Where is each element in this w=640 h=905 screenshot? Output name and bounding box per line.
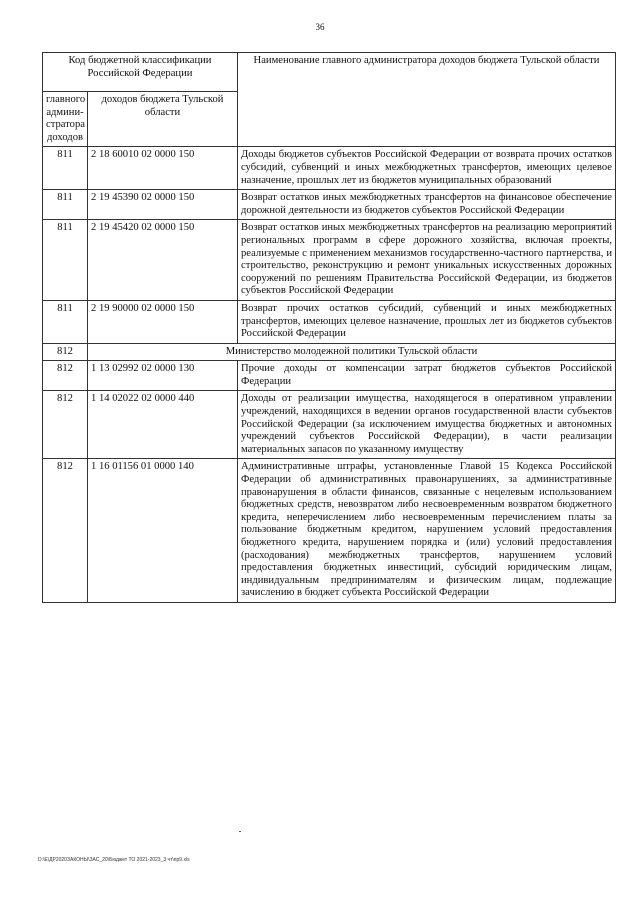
revenue-name-cell: Административные штрафы, установленные Главой 15 Кодекса Российской Федерации об административных правонарушениях, за административные правонарушения в области финансов, связанные с нецелевым использованием бюджетных средств, невозвратом либо несвоевременным возвратом бюджетного кредита, неперечислением либо несвоевременным перечислением платы за пользование бюджетным кредитом, нарушением условий предоставления бюджетного кредита, нарушением порядка и (или) условий предоставления (расходования) межбюджетных трансфертов, нарушением условий предоставления бюджетных инвестиций, субсидий юридическим лицам, индивидуальным предпринимателям и физическим лицам, подлежащие зачислению в бюджет субъекта Российской Федерации xyxy=(238,459,616,603)
table-header-row xyxy=(43,53,616,92)
header-admin-code: главного админи-стратора доходов xyxy=(43,92,88,147)
page-number: 36 xyxy=(315,22,325,32)
table-row xyxy=(43,300,616,343)
revenue-code-cell: 1 13 02992 02 0000 130 xyxy=(88,361,238,391)
admin-code-cell: 812 xyxy=(43,391,88,459)
revenue-table xyxy=(42,52,616,603)
header-code-group: Код бюджетной классификации Российской Федерации xyxy=(43,53,238,92)
admin-code-cell: 812 xyxy=(43,459,88,603)
admin-code-cell: 811 xyxy=(43,300,88,343)
revenue-name-cell: Возврат прочих остатков субсидий, субвенций и иных межбюджетных трансфертов, имеющих целевое назначение, прошлых лет из бюджетов субъектов Российской Федерации xyxy=(238,300,616,343)
revenue-code-cell: 2 19 45390 02 0000 150 xyxy=(88,190,238,220)
revenue-name-cell: Доходы от реализации имущества, находящегося в оперативном управлении учреждений, находящихся в ведении органов государственной власти субъектов Российской Федерации (за исключением имущества бюджетных и автономных учреждений субъектов Российской Федерации), в части реализации материальных запасов по указанному имуществу xyxy=(238,391,616,459)
admin-code-cell: 811 xyxy=(43,190,88,220)
section-title: Министерство молодежной политики Тульской области xyxy=(88,343,616,361)
table-row xyxy=(43,459,616,603)
table-row xyxy=(43,147,616,190)
revenue-code-cell: 2 19 45420 02 0000 150 xyxy=(88,220,238,301)
table-row xyxy=(43,361,616,391)
revenue-name-cell: Возврат остатков иных межбюджетных трансфертов на финансовое обеспечение дорожной деятельности из бюджетов субъектов Российской Федерации xyxy=(238,190,616,220)
revenue-name-cell: Прочие доходы от компенсации затрат бюджетов субъектов Российской Федерации xyxy=(238,361,616,391)
section-row xyxy=(43,343,616,361)
admin-code-cell: 812 xyxy=(43,361,88,391)
header-revenue-code: доходов бюджета Тульской области xyxy=(88,92,238,147)
admin-code-cell: 811 xyxy=(43,147,88,190)
revenue-name-cell: Доходы бюджетов субъектов Российской Федерации от возврата прочих остатков субсидий, субвенций и иных межбюджетных трансфертов, имеющих целевое назначение, прошлых лет из бюджетов муниципальных образований xyxy=(238,147,616,190)
revenue-code-cell: 1 16 01156 01 0000 140 xyxy=(88,459,238,603)
section-admin-code: 812 xyxy=(43,343,88,361)
header-admin-name: Наименование главного администратора доходов бюджета Тульской области xyxy=(238,53,616,147)
revenue-code-cell: 1 14 02022 02 0000 440 xyxy=(88,391,238,459)
revenue-name-cell: Возврат остатков иных межбюджетных трансфертов на реализацию мероприятий региональных программ в сфере дорожного хозяйства, включая проекты, реализуемые с применением механизмов государственно-частного партнерства, и строительство, реконструкцию и ремонт уникальных искусственных дорожных сооружений по решениям Правительства Российской Федерации, из бюджетов субъектов Российской Федерации xyxy=(238,220,616,301)
file-path-footer: D:\Е\ДР2020ЗАКОНЫ\ЗАС_20\Бюджет ТО 2021-2023_3 чт\пр9.xls xyxy=(38,857,190,863)
table-row xyxy=(43,220,616,301)
admin-code-cell: 811 xyxy=(43,220,88,301)
revenue-code-cell: 2 19 90000 02 0000 150 xyxy=(88,300,238,343)
table-row xyxy=(43,391,616,459)
table-row xyxy=(43,190,616,220)
scan-mark xyxy=(239,831,241,832)
revenue-code-cell: 2 18 60010 02 0000 150 xyxy=(88,147,238,190)
